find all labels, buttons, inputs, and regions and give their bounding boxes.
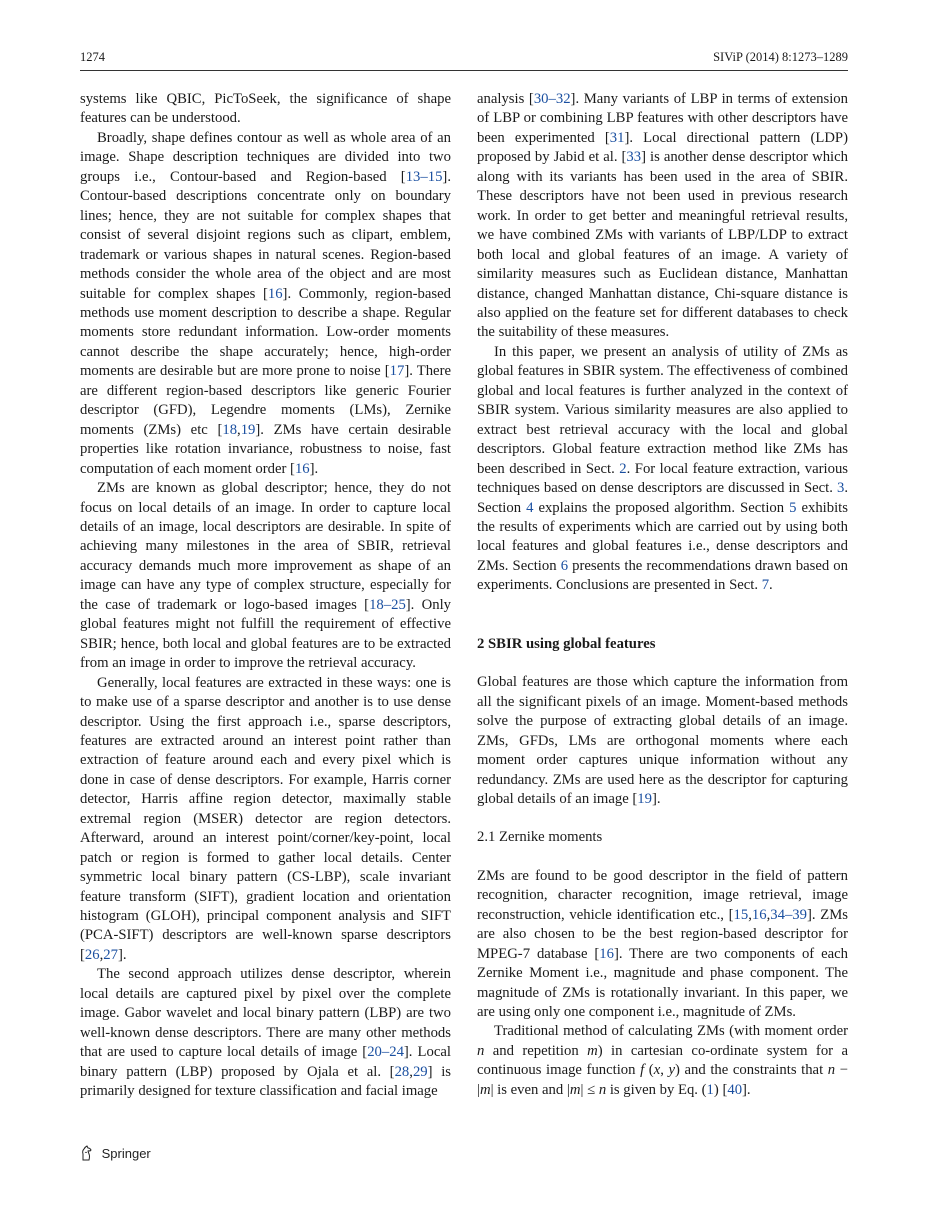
citation-link[interactable]: 7 bbox=[761, 577, 770, 594]
text-run: | ≤ bbox=[580, 1081, 599, 1098]
text-run: explains the proposed algorithm. Section bbox=[533, 499, 790, 516]
text-run: Global features are those which capture the information from all the significant pixels of an image. Moment-based methods solve the purpose of extracting global details of an image. ZMs, GFDs, LMs are orthogonal moments where each moment order captures unique information without any redundancy. ZMs are used here as the descriptor for capturing global details of an image [ bbox=[477, 674, 848, 807]
text-run: ( bbox=[644, 1062, 654, 1079]
citation-link[interactable]: 1 bbox=[706, 1081, 714, 1098]
page-number: 1274 bbox=[80, 50, 105, 64]
citation-link[interactable]: 33 bbox=[626, 149, 642, 166]
left-column bbox=[80, 90, 451, 1102]
paragraph bbox=[477, 343, 848, 596]
citation-link[interactable]: 19 bbox=[240, 421, 256, 438]
text-run: ]. bbox=[117, 946, 127, 963]
text-run: ZMs are known as global descriptor; hence, they do not focus on local details of an image. In order to capture local details of an image, local descriptors are desirable. In spite of achieving many milestones in the area of SBIR, retrieval accuracy demands much more improvement as shape of an image can have any type of complex structure, especially for the case of trademark or logo-based images [ bbox=[80, 480, 451, 613]
paragraph bbox=[477, 1022, 848, 1100]
text-run: | is even and | bbox=[490, 1081, 570, 1098]
citation-link[interactable]: 40 bbox=[727, 1081, 743, 1098]
text-run: ]. ZMs have certain desirable properties like rotation invariance, robustness to noise, fast computation of each moment order [ bbox=[80, 421, 451, 477]
text-run: , bbox=[409, 1063, 413, 1080]
text-run: ] is primarily designed for texture classification and facial image bbox=[80, 1063, 451, 1100]
citation-link[interactable]: 19 bbox=[637, 790, 652, 807]
paragraph bbox=[80, 965, 451, 1101]
header-rule bbox=[80, 70, 848, 71]
text-run: , bbox=[660, 1062, 669, 1079]
text-run: , bbox=[766, 906, 771, 923]
text-run: ]. bbox=[651, 790, 661, 807]
subsection-heading: 2.1 Zernike moments bbox=[477, 829, 603, 846]
text-run: Generally, local features are extracted in these ways: one is to make use of a sparse descriptor and another is to use dense descriptor. Using the first approach i.e., sparse descriptors, features are extracted around an interest point rather than extraction of feature around each and every pixel which is done in case of dense descriptors. For example, Harris corner detector, Harris affine region detector, maximally stable extremal region (MSER) detector are region detectors. Afterward, around an interest point/corner/key-point, local patch or region is formed to gather local details. Center symmetric local binary pattern (CS-LBP), scale invariant feature transform (SIFT), gradient location and orientation histogram (GLOH), principal component analysis and SIFT (PCA-SIFT) descriptors are well-known sparse descriptors [ bbox=[80, 674, 451, 963]
text-run: ]. Local binary pattern (LBP) proposed by Ojala et al. [ bbox=[80, 1044, 451, 1080]
text-run: . For local feature extraction, various techniques based on dense descriptors are discussed in Sect. bbox=[477, 460, 848, 497]
paragraph bbox=[80, 129, 451, 479]
text-run: . bbox=[769, 577, 773, 594]
right-column bbox=[477, 90, 848, 1100]
citation-link[interactable]: 16 bbox=[294, 460, 310, 477]
text-run: ]. There are different region-based descriptors like generic Fourier descriptor (GFD), Legendre moments (LMs), Zernike moments (ZMs) etc [ bbox=[80, 363, 451, 438]
text-run: ]. ZMs are also chosen to be the best region-based descriptor for MPEG-7 database [ bbox=[477, 906, 848, 962]
paragraph bbox=[80, 479, 451, 674]
text-run: ]. bbox=[742, 1081, 751, 1098]
text-run: ]. bbox=[309, 460, 319, 477]
citation-link[interactable]: 3 bbox=[836, 480, 845, 497]
text-run: presents the recommendations drawn based on experiments. Conclusions are presented in Sect. bbox=[477, 557, 848, 594]
section-heading: 2 SBIR using global features bbox=[477, 635, 656, 652]
text-run: − | bbox=[477, 1062, 848, 1098]
text-run: Broadly, shape defines contour as well as whole area of an image. Shape description techniques are divided into two groups i.e., Contour-based and Region-based [ bbox=[80, 129, 451, 185]
springer-horse-icon bbox=[80, 1145, 94, 1161]
paragraph bbox=[80, 674, 451, 966]
citation-link[interactable]: 28 bbox=[394, 1063, 410, 1080]
text-run: and repetition bbox=[484, 1042, 588, 1059]
citation-link[interactable]: 34–39 bbox=[770, 906, 807, 923]
math-variable: m bbox=[587, 1042, 598, 1059]
citation-link[interactable]: 18–25 bbox=[369, 596, 406, 613]
section-paragraphs bbox=[477, 673, 848, 809]
citation-link[interactable]: 5 bbox=[789, 499, 797, 516]
text-run: ]. Many variants of LBP in terms of extension of LBP or combining LBP features with other descriptors have been experimented [ bbox=[477, 91, 848, 146]
text-run: , bbox=[748, 906, 752, 923]
math-variable: m bbox=[569, 1081, 581, 1098]
text-run: , bbox=[99, 946, 104, 963]
text-run: In this paper, we present an analysis of utility of ZMs as global features in SBIR system. The effectiveness of combined global and local features is further analyzed in the context of SBIR system. Various similarity measures are also applied to extract best retrieval accuracy with the local and global descriptors. Global feature extraction method like ZMs has been described in Sect. bbox=[477, 343, 848, 477]
paragraph bbox=[477, 90, 848, 343]
publisher-name: Springer bbox=[101, 1146, 151, 1161]
math-variable: y bbox=[668, 1062, 676, 1079]
text-run: ) and the constraints that bbox=[675, 1062, 828, 1079]
text-run: systems like QBIC, PicToSeek, the significance of shape features can be understood. bbox=[80, 91, 451, 127]
text-run: ) in cartesian co-ordinate system for a continuous image function bbox=[477, 1042, 848, 1079]
text-run: . Section bbox=[477, 480, 848, 516]
paragraph bbox=[477, 867, 848, 1023]
math-variable: n bbox=[477, 1042, 485, 1059]
paragraph bbox=[477, 673, 848, 809]
subsection-paragraphs bbox=[477, 867, 848, 1100]
journal-citation: SIViP (2014) 8:1273–1289 bbox=[713, 50, 848, 64]
text-run: ]. Only global features might not fulfill the requirement of effective SBIR; hence, both local and global features are to be extracted from an image in order to improve the retrieval accuracy. bbox=[80, 596, 451, 672]
citation-link[interactable]: 17 bbox=[389, 363, 405, 380]
text-run: , bbox=[237, 421, 241, 438]
text-run: ZMs are found to be good descriptor in the field of pattern recognition, character recognition, image retrieval, image reconstruction, vehicle identification etc., [ bbox=[477, 867, 848, 923]
math-variable: n bbox=[827, 1062, 836, 1079]
citation-link[interactable]: 29 bbox=[412, 1063, 428, 1080]
text-run: ]. There are two components of each Zernike Moment i.e., magnitude and phase component. The magnitude of ZMs is rotationally invariant. In this paper, we are using only one component i.e., magnitude of ZMs. bbox=[477, 945, 848, 1021]
citation-link[interactable]: 31 bbox=[609, 129, 625, 146]
right-intro-paragraphs bbox=[477, 90, 848, 596]
citation-link[interactable]: 18 bbox=[222, 421, 238, 438]
page-footer bbox=[80, 1145, 151, 1161]
math-variable: m bbox=[479, 1081, 491, 1098]
text-run: ]. Contour-based descriptions concentrate only on boundary lines; hence, they are not suitable for complex shapes that consist of several disjoint regions such as clipart, emblem, trademark or various shapes in natural scenes. Region-based methods consider the whole area of the object and are most suitable for complex shapes [ bbox=[80, 168, 451, 302]
text-run: ]. Commonly, region-based methods use moment description to describe a shape. Regular moments store redundant information. Low-order moments cannot describe the shape accurately; hence, high-order moments are desirable but are more prone to noise [ bbox=[80, 285, 451, 380]
paragraph bbox=[80, 90, 451, 129]
math-variable: f bbox=[640, 1062, 645, 1079]
citation-link[interactable]: 6 bbox=[560, 557, 569, 574]
page-header bbox=[80, 50, 848, 70]
text-run: exhibits the results of experiments which are carried out by using both local features and global features i.e., dense descriptors and ZMs. Section bbox=[477, 499, 848, 574]
text-run: analysis [ bbox=[477, 91, 534, 107]
citation-link[interactable]: 27 bbox=[103, 946, 118, 963]
text-run: Traditional method of calculating ZMs (with moment order bbox=[494, 1023, 848, 1040]
citation-link[interactable]: 16 bbox=[267, 285, 283, 302]
text-run: ]. Local directional pattern (LDP) proposed by Jabid et al. [ bbox=[477, 129, 848, 166]
text-run: ] is another dense descriptor which along with its variants has been used in the area of SBIR. These descriptors have not been used in previous research work. In order to get better and meaningful retrieval results, we have combined ZMs with variants of LBP/LDP to extract both local and global features of an image. A variety of similarity measures such as Euclidean distance, Manhattan distance, changed Manhattan distance, Chi-square distance is also applied on the feature set for different databases to check the suitability of these measures. bbox=[477, 149, 848, 341]
citation-link[interactable]: 16 bbox=[599, 945, 614, 962]
citation-link[interactable]: 20–24 bbox=[367, 1044, 404, 1061]
citation-link[interactable]: 26 bbox=[84, 946, 100, 963]
citation-link[interactable]: 15 bbox=[733, 906, 749, 923]
citation-link[interactable]: 16 bbox=[751, 906, 767, 923]
text-run: The second approach utilizes dense descriptor, wherein local details are captured pixel by pixel over the complete image. Gabor wavelet and local binary pattern (LBP) are two well-known dense descriptors. There are many other methods that are used to capture local details of image [ bbox=[80, 966, 451, 1061]
text-run: ) [ bbox=[713, 1081, 728, 1098]
math-variable: x bbox=[653, 1062, 661, 1079]
text-run: is given by Eq. ( bbox=[606, 1081, 707, 1098]
math-variable: n bbox=[598, 1081, 607, 1098]
citation-link[interactable]: 2 bbox=[619, 460, 627, 477]
citation-link[interactable]: 30–32 bbox=[533, 91, 571, 107]
citation-link[interactable]: 13–15 bbox=[405, 168, 443, 185]
citation-link[interactable]: 4 bbox=[526, 499, 534, 516]
